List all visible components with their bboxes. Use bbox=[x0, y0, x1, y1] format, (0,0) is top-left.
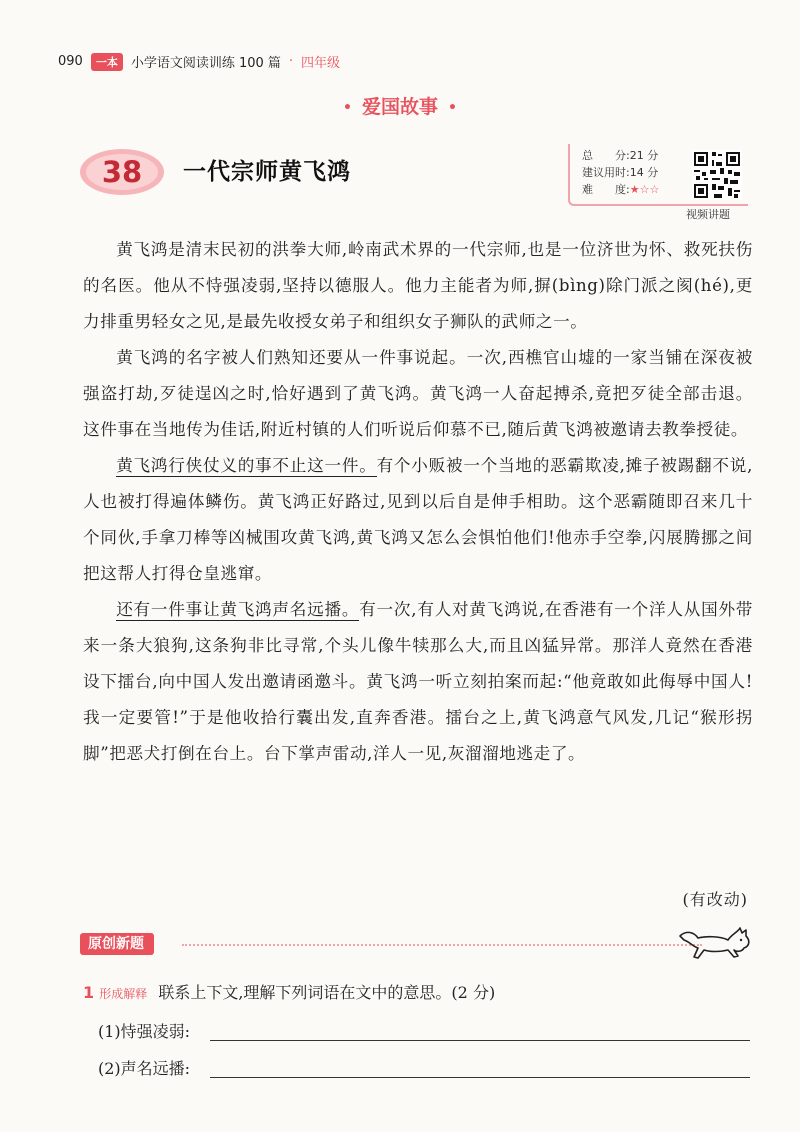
adaptation-note: (有改动) bbox=[682, 890, 748, 909]
difficulty-stars: ★☆☆ bbox=[629, 183, 660, 196]
lesson-title: 一代宗师黄飞鸿 bbox=[183, 159, 351, 185]
paragraph-4-rest: 有一次,有人对黄飞鸿说,在香港有一个洋人从国外带来一条大狼狗,这条狗非比寻常,个头儿像牛犊那么大,而且凶猛异常。那洋人竟然在香港设下擂台,向中国人发出邀请函邀斗。黄飞鸿一听立刻拍案而起:“他竟敢如此侮辱中国人!我一定要管!”于是他收拾行囊出发,直奔香港。擂台之上,黄飞鸿意气风发,几记“猴形拐脚”把恶犬打倒在台上。台下掌声雷动,洋人一见,灰溜溜地逃走了。 bbox=[83, 600, 753, 763]
paragraph-3-rest: 有个小贩被一个当地的恶霸欺凌,摊子被踢翻不说,人也被打得遍体鳞伤。黄飞鸿正好路过,见到以后自是伸手相助。这个恶霸随即召来几十个同伙,手拿刀棒等凶械围攻黄飞鸿,黄飞鸿又怎么会惧怕他们!他赤手空拳,闪展腾挪之间把这帮人打得仓皇逃窜。 bbox=[83, 456, 753, 583]
score-row bbox=[582, 148, 658, 164]
book-title: 小学语文阅读训练 100 篇 bbox=[130, 56, 281, 71]
time-value: 14 分 bbox=[629, 166, 659, 179]
paragraph-2: 黄飞鸿的名字被人们熟知还要从一件事说起。一次,西樵官山墟的一家当铺在深夜被强盗打劫,歹徒逞凶之时,恰好遇到了黄飞鸿。黄飞鸿一人奋起搏杀,竟把歹徒全部击退。这件事在当地传为佳话,附近村镇的人们听说后仰慕不已,随后黄飞鸿被邀请去教拳授徒。 bbox=[83, 348, 753, 439]
item-1-label: (1)恃强凌弱: bbox=[98, 1022, 191, 1041]
paragraph-4 bbox=[83, 592, 753, 772]
question-number: 1 bbox=[83, 983, 95, 1002]
item-2-label: (2)声名远播: bbox=[98, 1059, 191, 1078]
answer-line-2[interactable] bbox=[210, 1077, 750, 1078]
exercise-banner bbox=[80, 930, 760, 960]
difficulty-row bbox=[582, 182, 659, 198]
header-separator: · bbox=[288, 54, 294, 69]
grade-label: 四年级 bbox=[301, 56, 341, 71]
dot-icon: • bbox=[448, 99, 457, 116]
cat-icon bbox=[676, 922, 754, 962]
question-text: 联系上下文,理解下列词语在文中的意思。(2 分) bbox=[158, 983, 496, 1002]
underlined-sentence-1: 黄飞鸿行侠仗义的事不止这一件。 bbox=[116, 456, 377, 475]
dotted-divider bbox=[182, 944, 702, 946]
time-row bbox=[582, 165, 658, 181]
article-body bbox=[83, 232, 753, 772]
qr-caption: 视频讲题 bbox=[686, 208, 730, 221]
difficulty-label: 难 度: bbox=[582, 183, 630, 196]
brand-logo: 一本 bbox=[91, 53, 123, 71]
section-title-text: 爱国故事 bbox=[361, 96, 438, 118]
question-type: 形成解释 bbox=[99, 987, 148, 1001]
score-value: 21 分 bbox=[629, 149, 659, 162]
answer-line-1[interactable] bbox=[210, 1040, 750, 1041]
question-1 bbox=[83, 980, 495, 1003]
page-number: 090 bbox=[58, 54, 83, 69]
underlined-sentence-2: 还有一件事让黄飞鸿声名远播。 bbox=[116, 600, 360, 619]
section-title bbox=[0, 92, 800, 119]
lesson-number-badge bbox=[78, 147, 166, 197]
dot-icon: • bbox=[343, 99, 352, 116]
lesson-number: 38 bbox=[101, 155, 143, 189]
score-label: 总 分: bbox=[582, 149, 630, 162]
paragraph-3 bbox=[83, 448, 753, 592]
time-label: 建议用时: bbox=[582, 166, 630, 179]
paragraph-1: 黄飞鸿是清末民初的洪拳大师,岭南武术界的一代宗师,也是一位济世为怀、救死扶伤的名医。他从不恃强凌弱,坚持以德服人。他力主能者为师,摒(bìng)除门派之阂(hé),更力排重男轻女之见,是最先收授女弟子和组织女子狮队的武师之一。 bbox=[83, 240, 753, 331]
exercise-banner-label: 原创新题 bbox=[80, 933, 154, 955]
page-header bbox=[58, 52, 340, 71]
qr-code-icon[interactable] bbox=[692, 150, 742, 200]
